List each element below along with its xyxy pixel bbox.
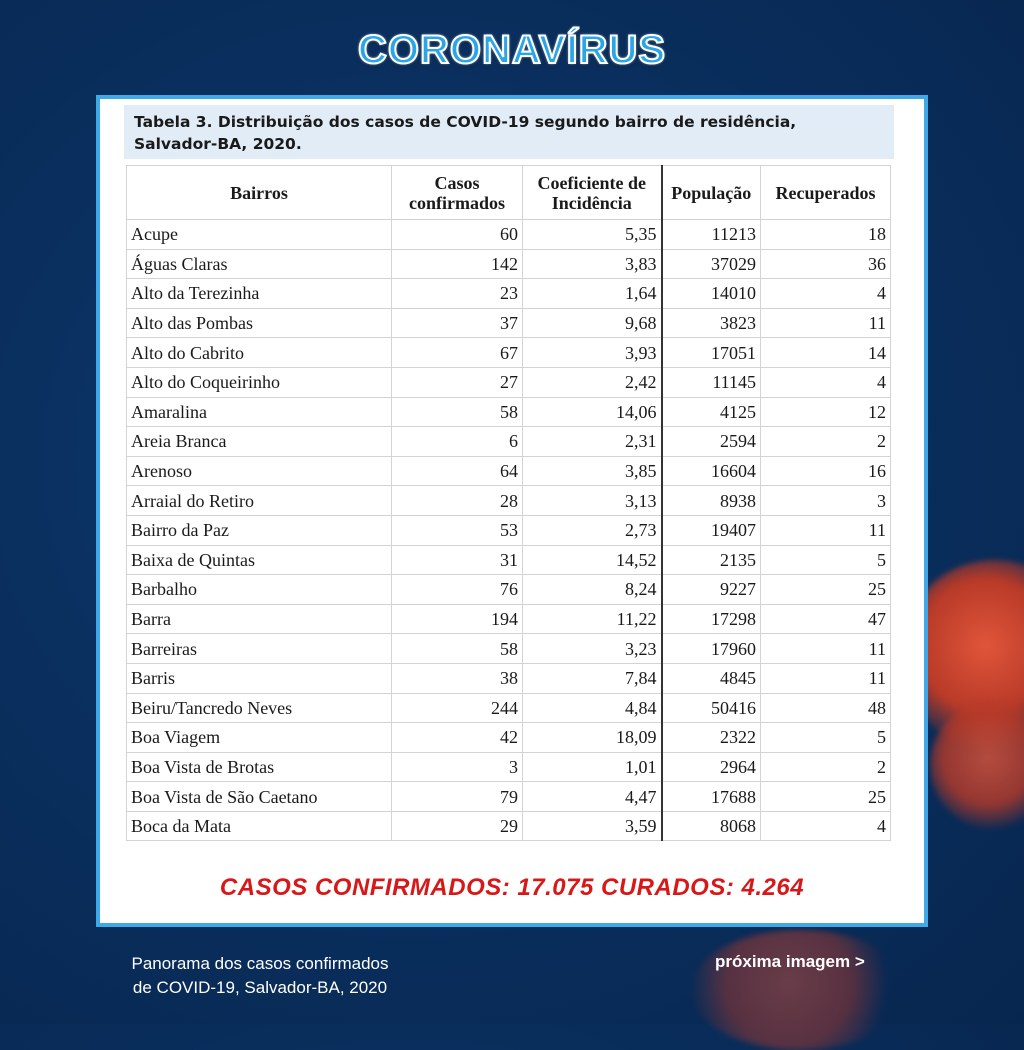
cell-populacao: 9227 [662,575,761,605]
cell-populacao: 2322 [662,723,761,753]
cell-recuperados: 36 [761,249,891,279]
cell-casos: 142 [392,249,523,279]
cell-populacao: 50416 [662,693,761,723]
cell-bairro: Barra [127,604,392,634]
cell-recuperados: 16 [761,456,891,486]
cell-recuperados: 11 [761,663,891,693]
footer-caption: Panorama dos casos confirmados de COVID-19, Salvador-BA, 2020 [131,954,389,997]
cell-casos: 76 [392,575,523,605]
table-panel [96,95,928,927]
cell-casos: 6 [392,427,523,457]
cell-bairro: Amaralina [127,397,392,427]
table-row [127,456,891,486]
cell-recuperados: 12 [761,397,891,427]
cell-casos: 64 [392,456,523,486]
cell-recuperados: 11 [761,634,891,664]
cell-coeficiente: 14,52 [523,545,662,575]
cell-populacao: 17051 [662,338,761,368]
cell-bairro: Boca da Mata [127,811,392,841]
table-row [127,634,891,664]
cell-bairro: Águas Claras [127,249,392,279]
cell-casos: 42 [392,723,523,753]
cell-coeficiente: 3,93 [523,338,662,368]
cell-coeficiente: 7,84 [523,663,662,693]
cell-recuperados: 5 [761,545,891,575]
cell-recuperados: 14 [761,338,891,368]
cell-recuperados: 4 [761,811,891,841]
cell-recuperados: 3 [761,486,891,516]
table-row [127,279,891,309]
table-row [127,723,891,753]
table-row [127,220,891,250]
table-row [127,811,891,841]
cell-populacao: 17298 [662,604,761,634]
cell-casos: 60 [392,220,523,250]
cell-coeficiente: 14,06 [523,397,662,427]
table-row [127,545,891,575]
cell-casos: 244 [392,693,523,723]
page-title: CORONAVÍRUS [357,28,667,72]
cell-bairro: Alto do Coqueirinho [127,367,392,397]
table-caption: Tabela 3. Distribuição dos casos de COVID-19 segundo bairro de residência, Salvador-BA, 2020. [124,105,894,159]
col-header-recuperados: Recuperados [761,166,891,220]
table-row [127,249,891,279]
cell-bairro: Boa Vista de São Caetano [127,782,392,812]
cell-recuperados: 11 [761,308,891,338]
table-row [127,663,891,693]
col-header-coeficiente: Coeficiente de Incidência [523,166,662,220]
cell-recuperados: 2 [761,427,891,457]
table-row [127,308,891,338]
cell-populacao: 8938 [662,486,761,516]
table-row [127,575,891,605]
col-header-populacao: População [662,166,761,220]
cell-recuperados: 5 [761,723,891,753]
cell-populacao: 17960 [662,634,761,664]
cell-bairro: Baixa de Quintas [127,545,392,575]
cell-bairro: Barris [127,663,392,693]
cell-coeficiente: 5,35 [523,220,662,250]
cell-coeficiente: 1,64 [523,279,662,309]
cell-bairro: Bairro da Paz [127,515,392,545]
cell-bairro: Barreiras [127,634,392,664]
table-row [127,782,891,812]
cell-coeficiente: 3,83 [523,249,662,279]
table-header-row [127,166,891,220]
cell-coeficiente: 3,85 [523,456,662,486]
table-row [127,515,891,545]
cell-coeficiente: 2,31 [523,427,662,457]
cell-casos: 38 [392,663,523,693]
cell-recuperados: 18 [761,220,891,250]
table-row [127,693,891,723]
cell-casos: 194 [392,604,523,634]
col-header-bairros: Bairros [127,166,392,220]
cell-recuperados: 25 [761,782,891,812]
cell-recuperados: 4 [761,367,891,397]
cell-coeficiente: 8,24 [523,575,662,605]
table-row [127,397,891,427]
cell-coeficiente: 3,23 [523,634,662,664]
cell-recuperados: 25 [761,575,891,605]
cell-bairro: Alto das Pombas [127,308,392,338]
cell-casos: 27 [392,367,523,397]
cell-bairro: Arenoso [127,456,392,486]
cell-populacao: 4845 [662,663,761,693]
cell-populacao: 14010 [662,279,761,309]
cell-coeficiente: 4,84 [523,693,662,723]
cell-casos: 67 [392,338,523,368]
cell-populacao: 11213 [662,220,761,250]
col-header-casos: Casos confirmados [392,166,523,220]
cell-populacao: 37029 [662,249,761,279]
cell-populacao: 11145 [662,367,761,397]
cell-bairro: Beiru/Tancredo Neves [127,693,392,723]
cell-populacao: 8068 [662,811,761,841]
cell-casos: 37 [392,308,523,338]
cell-bairro: Barbalho [127,575,392,605]
table-body [127,220,891,841]
cell-coeficiente: 11,22 [523,604,662,634]
cell-casos: 29 [392,811,523,841]
cell-bairro: Acupe [127,220,392,250]
cell-recuperados: 47 [761,604,891,634]
cell-bairro: Areia Branca [127,427,392,457]
cell-casos: 53 [392,515,523,545]
cell-recuperados: 11 [761,515,891,545]
cell-populacao: 2964 [662,752,761,782]
table-row [127,752,891,782]
table-row [127,604,891,634]
cell-recuperados: 4 [761,279,891,309]
cell-populacao: 4125 [662,397,761,427]
table-row [127,427,891,457]
cell-bairro: Arraial do Retiro [127,486,392,516]
cell-casos: 3 [392,752,523,782]
cell-populacao: 2594 [662,427,761,457]
cell-casos: 28 [392,486,523,516]
cell-coeficiente: 18,09 [523,723,662,753]
cell-coeficiente: 1,01 [523,752,662,782]
cell-coeficiente: 2,42 [523,367,662,397]
cell-casos: 23 [392,279,523,309]
cell-casos: 79 [392,782,523,812]
cell-bairro: Alto do Cabrito [127,338,392,368]
cell-populacao: 16604 [662,456,761,486]
cell-coeficiente: 4,47 [523,782,662,812]
cell-casos: 58 [392,634,523,664]
cell-bairro: Boa Viagem [127,723,392,753]
cell-recuperados: 2 [761,752,891,782]
cell-populacao: 3823 [662,308,761,338]
next-image-link[interactable]: próxima imagem > [715,952,865,971]
cell-bairro: Alto da Terezinha [127,279,392,309]
cell-casos: 31 [392,545,523,575]
table-row [127,338,891,368]
cell-populacao: 17688 [662,782,761,812]
cell-recuperados: 48 [761,693,891,723]
totals-summary: CASOS CONFIRMADOS: 17.075 CURADOS: 4.264 [219,874,805,901]
cell-coeficiente: 3,13 [523,486,662,516]
table-row [127,367,891,397]
cell-coeficiente: 3,59 [523,811,662,841]
cases-table [126,165,891,841]
cell-coeficiente: 9,68 [523,308,662,338]
table-row [127,486,891,516]
cell-bairro: Boa Vista de Brotas [127,752,392,782]
cell-coeficiente: 2,73 [523,515,662,545]
cell-populacao: 19407 [662,515,761,545]
cell-populacao: 2135 [662,545,761,575]
cell-casos: 58 [392,397,523,427]
